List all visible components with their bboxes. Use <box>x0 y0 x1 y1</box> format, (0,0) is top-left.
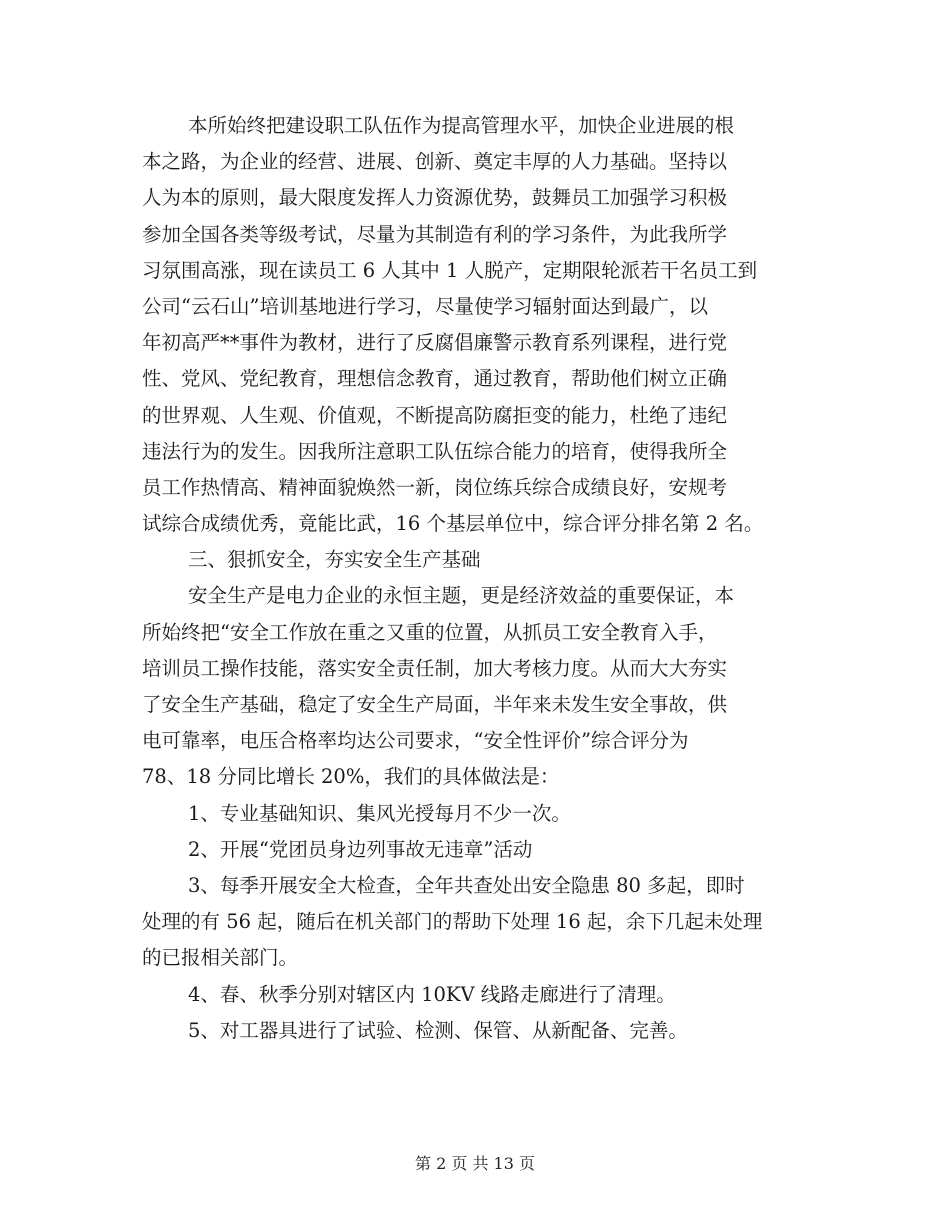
section-heading: 三、狠抓安全，夯实安全生产基础 <box>188 548 481 572</box>
list-item: 5、对工器具进行了试验、检测、保管、从新配备、完善。 <box>188 1018 688 1042</box>
paragraph-line: 试综合成绩优秀，竟能比武，16 个基层单位中，综合评分排名第 2 名。 <box>142 512 764 536</box>
paragraph-line: 电可靠率，电压合格率均达公司要求，“安全性评价”综合评分为 <box>142 729 689 753</box>
paragraph-line: 参加全国各类等级考试，尽量为其制造有利的学习条件，为此我所学 <box>142 222 728 246</box>
paragraph-line: 78、18 分同比增长 20%，我们的具体做法是： <box>142 765 560 789</box>
paragraph-line: 违法行为的发生。因我所注意职工队伍综合能力的培育，使得我所全 <box>142 439 728 463</box>
paragraph-line: 人为本的原则，最大限度发挥人力资源优势，鼓舞员工加强学习积极 <box>142 186 728 210</box>
paragraph-line: 了安全生产基础，稳定了安全生产局面，半年来未发生安全事故，供 <box>142 693 728 716</box>
paragraph-line: 本之路，为企业的经营、进展、创新、奠定丰厚的人力基础。坚持以 <box>142 150 728 174</box>
document-body <box>142 108 812 1049</box>
paragraph-line: 安全生产是电力企业的永恒主题，更是经济效益的重要保证，本 <box>188 584 735 608</box>
paragraph-line: 年初高严**事件为教材，进行了反腐倡廉警示教育系列课程，进行党 <box>142 331 728 355</box>
paragraph-line: 公司“云石山”培训基地进行学习，尽量使学习辐射面达到最广，以 <box>142 294 708 318</box>
list-item: 2、开展“党团员身边列事故无违章”活动 <box>188 837 533 861</box>
paragraph-line: 培训员工操作技能，落实安全责任制，加大考核力度。从而大大夯实 <box>142 656 728 680</box>
list-item: 3、每季开展安全大检查，全年共查处出安全隐患 80 多起，即时 <box>188 873 745 897</box>
page-number-footer: 第 2 页 共 13 页 <box>415 1154 535 1173</box>
paragraph-line: 习氛围高涨，现在读员工 6 人其中 1 人脱产，定期限轮派若干名员工到 <box>142 258 758 282</box>
list-item: 4、春、秋季分别对辖区内 10KV 线路走廊进行了清理。 <box>188 982 676 1006</box>
paragraph-line: 本所始终把建设职工队伍作为提高管理水平，加快企业进展的根 <box>188 114 735 137</box>
list-item: 1、专业基础知识、集风光授每月不少一次。 <box>188 801 571 825</box>
paragraph-line: 性、党风、党纪教育，理想信念教育，通过教育，帮助他们树立正确 <box>142 367 728 391</box>
paragraph-line: 员工作热情高、精神面貌焕然一新，岗位练兵综合成绩良好，安规考 <box>142 475 728 499</box>
paragraph-line: 所始终把“安全工作放在重之又重的位置，从抓员工安全教育入手， <box>142 620 718 644</box>
paragraph-line: 的已报相关部门。 <box>142 946 299 970</box>
paragraph-line: 处理的有 56 起，随后在机关部门的帮助下处理 16 起，余下几起未处理 <box>142 910 763 934</box>
paragraph-line: 的世界观、人生观、价值观，不断提高防腐拒变的能力，杜绝了违纪 <box>142 403 728 427</box>
